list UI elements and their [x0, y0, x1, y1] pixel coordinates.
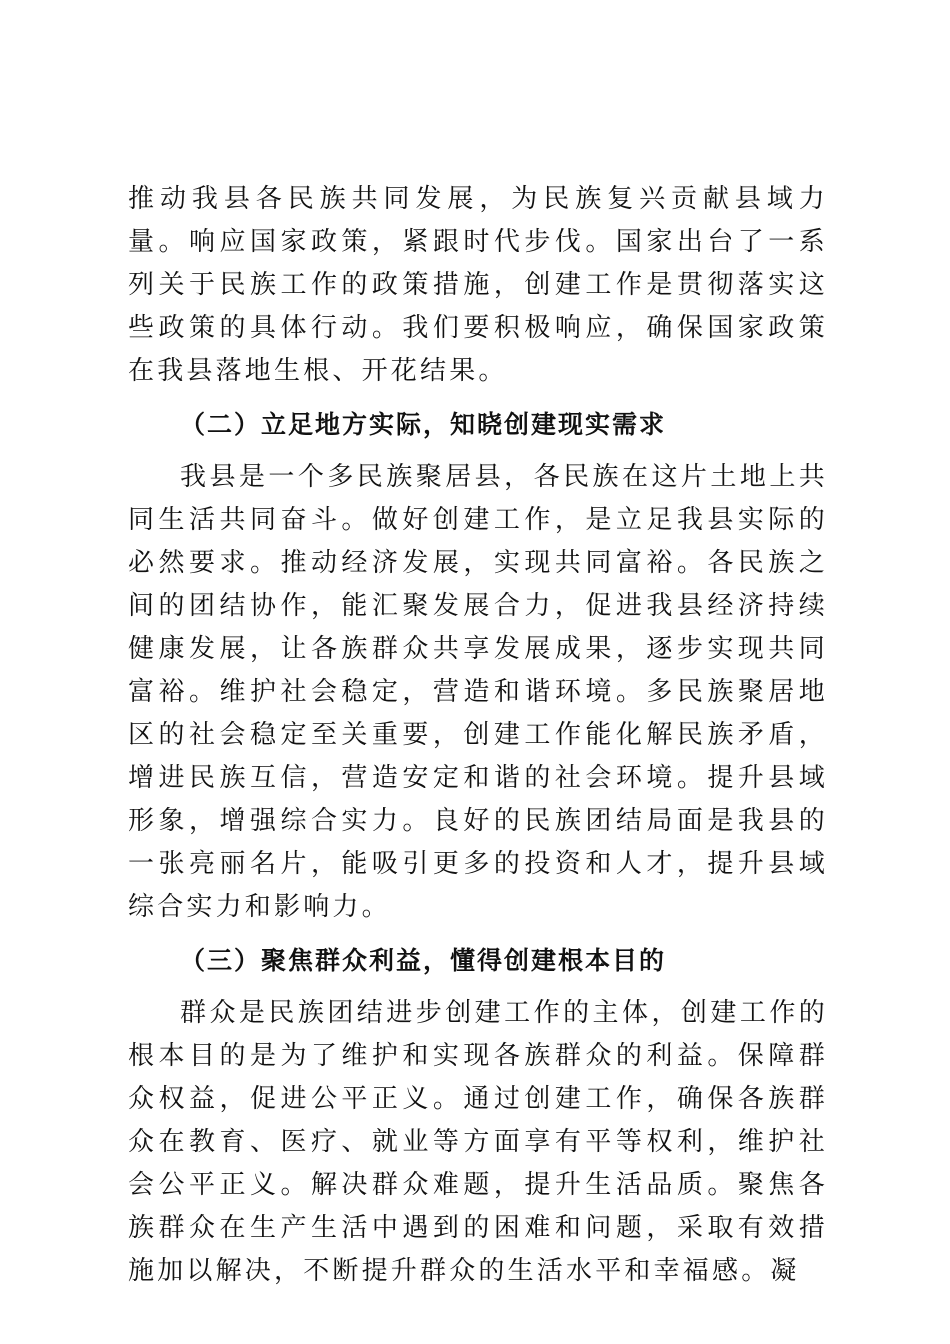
paragraph-continuation: 推动我县各民族共同发展，为民族复兴贡献县域力量。响应国家政策，紧跟时代步伐。国家出台了一系列关于民族工作的政策措施，创建工作是贯彻落实这些政策的具体行动。我们要积极响应，确保国家政策在我县落地生根、开花结果。	[128, 184, 828, 386]
paragraph-people-interests: 群众是民族团结进步创建工作的主体，创建工作的根本目的是为了维护和实现各族群众的利益。保障群众权益，促进公平正义。通过创建工作，确保各族群众在教育、医疗、就业等方面享有平等权利，维护社会公平正义。解决群众难题，提升生活品质。聚焦各族群众在生产生活中遇到的困难和问题，采取有效措施加以解决，不断提升群众的生活水平和幸福感。凝	[128, 998, 828, 1286]
section-heading-3: （三）聚焦群众利益，懂得创建根本目的	[180, 946, 667, 975]
document-body	[128, 178, 828, 1293]
paragraph-local-reality: 我县是一个多民族聚居县，各民族在这片土地上共同生活共同奋斗。做好创建工作，是立足我县实际的必然要求。推动经济发展，实现共同富裕。各民族之间的团结协作，能汇聚发展合力，促进我县经济持续健康发展，让各族群众共享发展成果，逐步实现共同富裕。维护社会稳定，营造和谐环境。多民族聚居地区的社会稳定至关重要，创建工作能化解民族矛盾，增进民族互信，营造安定和谐的社会环境。提升县域形象，增强综合实力。良好的民族团结局面是我县的一张亮丽名片，能吸引更多的投资和人才，提升县域综合实力和影响力。	[128, 462, 828, 922]
section-heading-2: （二）立足地方实际，知晓创建现实需求	[180, 410, 667, 439]
